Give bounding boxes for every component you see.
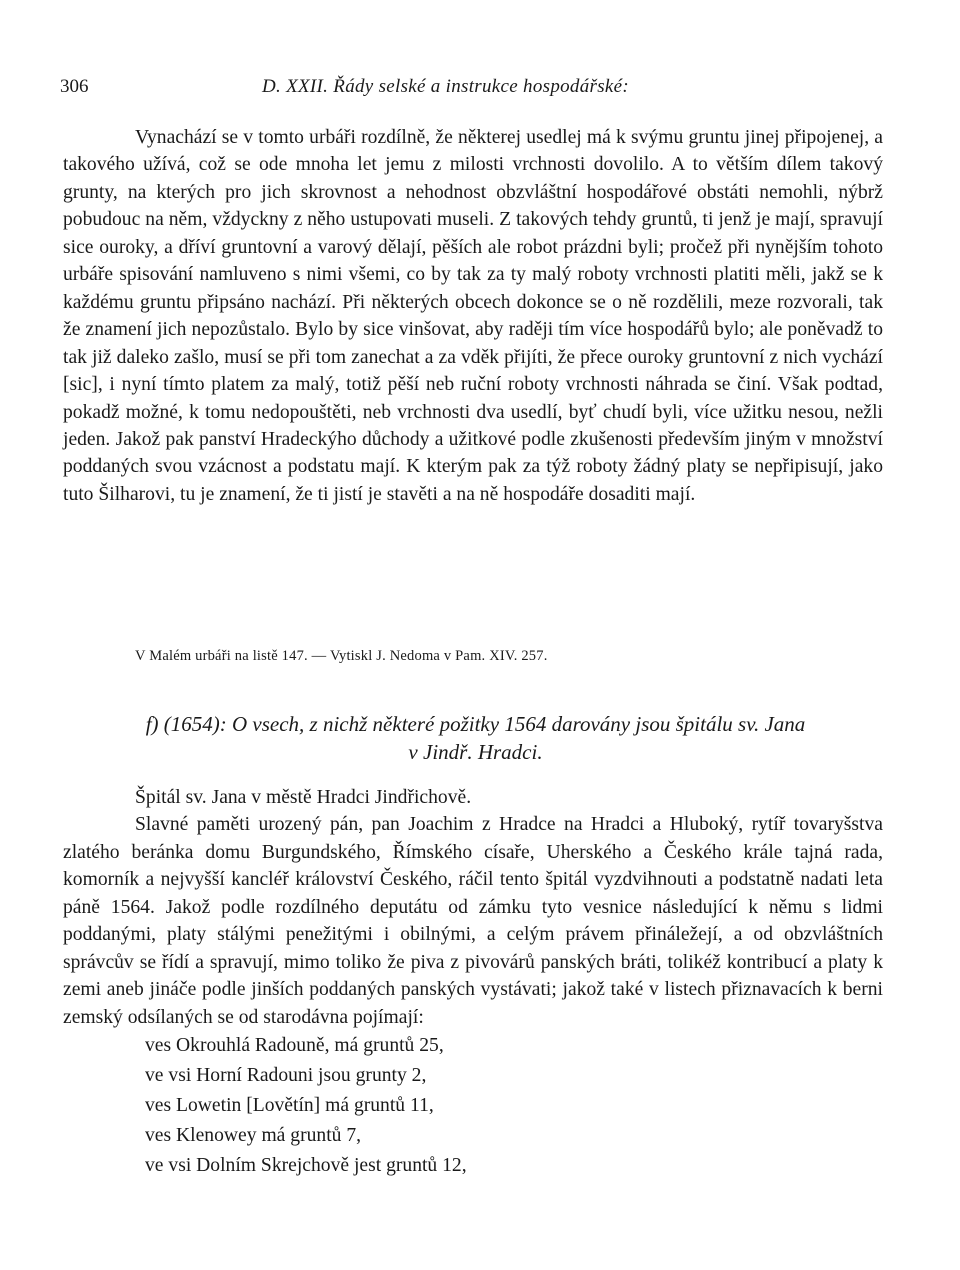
village-list — [63, 1031, 883, 1181]
section-label: f) — [145, 712, 159, 736]
village-item: ves Lowetin [Lovětín] má gruntů 11, — [145, 1095, 434, 1117]
main-paragraph: Vynachází se v tomto urbáři rozdílně, že některej usedlej má k svýmu gruntu jinej připojenej, a takového užívá, což se ode mnoha let jemu z milosti vrchnosti dovolilo. A to větším dílem takový grunty, na kterých pro jich skrovnost a nehodnost obzvláštní hospodářové obstáti nemohli, nýbrž pobudouc na něm, vždyckny z něho ustupovati museli. Z takových tehdy gruntů, ti jenž je mají, spravují sice ouroky, a dříví gruntovní a varový dělají, pěších ale robot prázdni byli; pročež při nynějším tohoto urbáře spisování namluveno s nimi všemi, co by tak za ty malý roboty vrchnosti platiti měli, jakž se k každému gruntu připsáno nachází. Při některých obcech dokonce se o ně rozdělili, meze rozvorali, tak že znamení jich nepozůstalo. Bylo by sice vinšovat, aby raději tím více hospodářů bylo; ale poněvadž to tak již daleko zašlo, musí se při tom zanechat a za vděk přijíti, že přece ouroky gruntovní z nich vychází [sic], i nyní tímto platem za malý, totiž pěší neb ruční roboty vrchnosti náhrada se činí. Však podtad, pokadž možné, k tomu nedopouštěti, neb vrchnosti dva usedlí, byť chudí byli, více užitku nesou, nežli jeden. Jakož pak panství Hradeckýho důchody a užitkové podle zkušenosti především jiným v množství poddaných svou vzácnost a podstatu mají. K kterým pak za týž roboty žádný platy se nepřipisují, jako tuto Šilharovi, tu je znamení, že ti jistí je stavěti a na ně hospodáře dosaditi mají. — [63, 127, 883, 505]
section-title-line1: O vsech, z nichž některé požitky 1564 darovány jsou špitálu sv. Jana — [232, 712, 806, 736]
main-text-block — [63, 124, 883, 508]
section-subheading: Špitál sv. Jana v městě Hradci Jindřichově. — [135, 787, 472, 808]
section-body — [63, 784, 883, 1181]
section-heading — [63, 710, 888, 766]
village-item: ves Okrouhlá Radouně, má gruntů 25, — [145, 1035, 444, 1057]
section-title-line2: v Jindř. Hradci. — [408, 740, 543, 764]
page-header — [60, 76, 900, 102]
page-number: 306 — [60, 76, 89, 97]
village-item: ve vsi Horní Radouni jsou grunty 2, — [145, 1065, 427, 1087]
section-year: (1654): — [163, 712, 227, 736]
village-item: ves Klenowey má gruntů 7, — [145, 1125, 362, 1147]
village-item: ve vsi Dolním Skrejchově jest gruntů 12, — [145, 1155, 467, 1177]
running-head: D. XXII. Řády selské a instrukce hospodářské: — [262, 76, 630, 97]
section-paragraph: Slavné paměti urozený pán, pan Joachim z Hradce na Hradci a Hluboký, rytíř tovaryšstva zlatého beránka domu Burgundského, Římského císaře, Uherského a Českého krále tajná rada, komorník a nejvyšší kancléř království Českého, ráčil tento špitál vyzdvihnouti a podstatně nadati leta páně 1564. Jakož podle rozdílného deputátu od zámku tyto vesnice následující k němu s lidmi poddanými, platy stálými penežitými i obilnými, a celým právem přináležejí, a od obzvláštních správcův se řídí a spravují, mimo toliko že piva z pivovárů panských bráti, tolikéž kontribucí a platy k zemi aneb jináče podle jinších poddaných panských vystávati; jakož také v listech přiznavacích k berni zemský odsílaných se od starodávna pojímají: — [63, 814, 883, 1028]
source-note: V Malém urbáři na listě 147. — Vytiskl J. Nedoma v Pam. XIV. 257. — [135, 648, 548, 664]
